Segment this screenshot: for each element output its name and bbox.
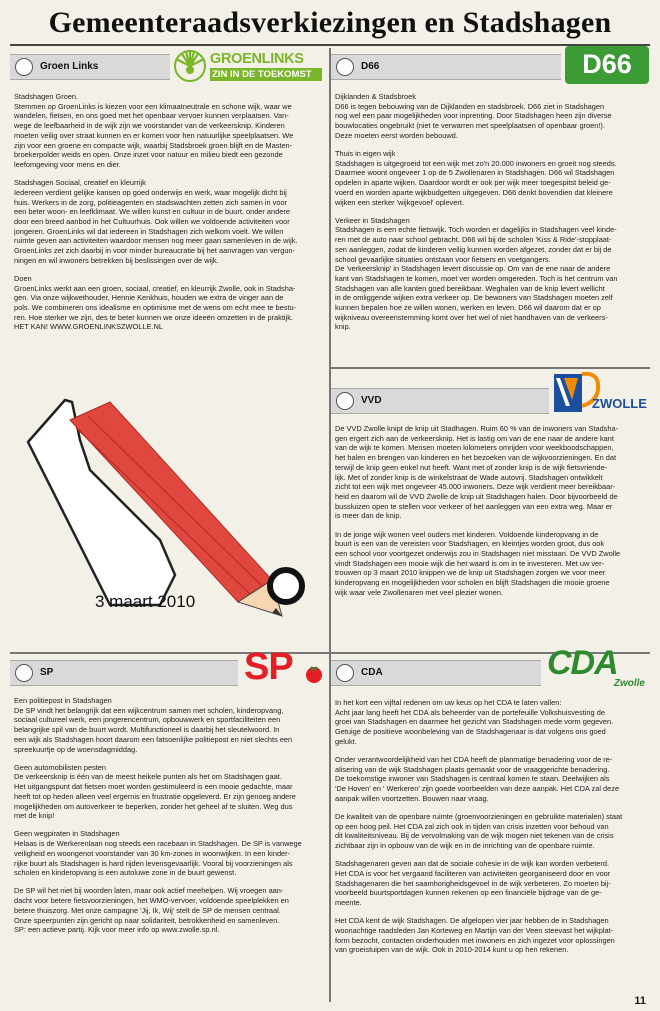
d66-logo-text: D66	[582, 49, 632, 79]
text-line: gen. Via onze wijkwethouder, Hennie Kenkhuis, houden we extra de vinger aan de	[14, 293, 284, 303]
text-line: meente.	[335, 898, 362, 908]
text-line: school gevaarlijke situaties ontstaan voor fietsers en voetgangers.	[335, 254, 551, 264]
text-line: woonachtige raadsleden Jan Korteweg en Martijn van der Veen steevast het wijkplat-	[335, 926, 614, 936]
text-line: GroenLinks werkt aan een groen, sociaal, creatief, en kleurrijk Zwolle, ook in Stadsha-	[14, 283, 296, 293]
party-name: SP	[40, 667, 54, 678]
text-line: Onze speerpunten zijn gericht op naar solidariteit, betrokkenheid en samenleven.	[14, 915, 280, 925]
cda-logo-text: CDA	[547, 644, 618, 682]
text-line: is meer dan de knip.	[335, 511, 402, 521]
text-line: Het CDA is voor het vergaand faciliteren van activiteiten georganiseerd door en voor	[335, 869, 611, 879]
text-line: nog wel een paar mogelijkheden voor inprenting. Door Stadshagen heen zijn diverse	[335, 111, 612, 121]
paragraph	[14, 829, 327, 878]
text-line: Thuis in eigen wijk	[335, 149, 396, 159]
text-line: De SP vindt het belangrijk dat een wijkcentrum samen met scholen, kinderopvang,	[14, 705, 284, 715]
party-name: VVD	[361, 395, 382, 406]
text-line: wandelen, fietsen, en ons goed met het openbaar vervoer kunnen verplaatsen. Van-	[14, 111, 289, 121]
d66-header-bar	[331, 54, 561, 80]
text-line: Stadshagen is een echte fietswijk. Toch worden er dagelijks in Stadshagen veel kinde-	[335, 225, 617, 235]
cda-header-bar	[331, 660, 541, 686]
text-line: Iedereen verdient gelijke kansen op goed onderwijs en werk, waar mogelijk dicht bij	[14, 187, 287, 197]
text-line: buurt is een van de vereisten voor Stadshagen, en kleintjes worden groot, dus ook	[335, 539, 605, 549]
text-line: broekerpolder weids en open. Onze inzet voor natuur en milieu biedt een gezonde	[14, 150, 283, 160]
text-line: door een breed aanbod in het Cultuurhuis. Ook willen we voldoende activiteiten voor	[14, 216, 290, 226]
text-line: rijke buurt als Stadshagen is hard rijden levensgevaarlijk. Vooral bij voorzieningen als	[14, 858, 293, 868]
text-line: Doen	[14, 273, 32, 283]
d66-logo	[565, 46, 649, 84]
text-line: Geen automobilisten pesten	[14, 762, 107, 772]
paragraph	[335, 149, 648, 207]
groenlinks-body	[14, 92, 327, 352]
text-line: wege de leefbaarheid in de wijk zijn we voorstander van de verkeersknip. Kinderen	[14, 121, 285, 131]
text-line: Stadshagenaren die het saamhorigheidsgevoel in de wijk verbeteren. Zo moeten bij-	[335, 878, 611, 888]
paragraph	[14, 886, 327, 935]
text-line: Stadshagen Sociaal, creatief en kleurrijk	[14, 178, 146, 188]
text-line: wijken een sterker 'wijkgevoel' oplevert.	[335, 197, 464, 207]
text-line: In de jonge wijk wonen veel ouders met kinderen. Voldoende kinderopvang in de	[335, 529, 599, 539]
text-line: lijk. Met of zonder knip is de winkelstraat de Wade autovrij. Stadshagen ontwikkelt	[335, 472, 603, 482]
text-line: Daarmee woont ongeveer 1 op de 5 Zwollenaren in Stadshagen. D66 wil Stadshagen	[335, 168, 615, 178]
text-line: Geen wegpiraten in Stadshagen	[14, 829, 120, 839]
text-line: Stadshagen Groen.	[14, 92, 79, 101]
text-line: zichtbaar zijn in opbouw van de wijk en in de inrichting van de openbare ruimte.	[335, 841, 595, 851]
text-line: zicht tot een wijk met ongeveer 45.000 inwoners. Deze wijk verdient meer bereikbaar-	[335, 482, 616, 492]
text-line: gen ergert zich aan de verkeersknip. Het is lastig om van de ene naar de andere kant	[335, 433, 614, 443]
vvd-body	[335, 424, 648, 644]
paragraph	[335, 859, 648, 908]
groenlinks-logo-text: GROENLINKS	[210, 51, 304, 67]
text-line: 'De Hoven' en ' Werkeren' zijn goede voorbeelden van deze aanpak. Het CDA zal deze	[335, 784, 620, 794]
page-headline: Gemeenteraadsverkiezingen en Stadshagen	[48, 6, 612, 39]
text-line: dit kwaliteitsniveau. Bij de vervolmaking van de wijk mogen niet tekenen van de crisis	[335, 831, 614, 841]
text-line: wijk waar vele Zwollenaren met veel plezier wonen.	[335, 587, 504, 597]
text-line: D66 is tegen bebouwing van de Dijklanden en stadsbroek. D66 ziet in Stadshagen	[335, 101, 605, 111]
party-name: CDA	[361, 667, 383, 678]
paragraph	[335, 812, 648, 851]
text-line: ren met de auto naar school gebracht. D66 wil bij de scholen 'Kiss & Ride'-stopplaat-	[335, 235, 612, 245]
text-line: scholen en kinderopvang is een autoluwe zone in de buurt gewenst.	[14, 868, 237, 878]
text-line: De verkeersknip is één van de meest heikele punten als het om Stadshagen gaat.	[14, 772, 282, 782]
text-line: het halen en brengen van kinderen en het bezoeken van de wijkvoorzieningen. En dat	[335, 453, 617, 463]
text-line: kunnen bepalen hoe ze willen wonen, werken en leven. D66 wil daarom dat er op	[335, 303, 601, 313]
text-line: Het CDA kent de wijk Stadshagen. De afgelopen vier jaar hebben de in Stadshagen	[335, 916, 609, 926]
paragraph	[14, 178, 327, 265]
ballot-illustration	[10, 380, 328, 662]
text-line: pols. We combineren ons idealisme en optimisme met de wens om echt mee te bestu-	[14, 303, 297, 313]
text-line: sociaal cultureel werk, een jongerencentrum, opbouwwerk en sportfaciliteiten een	[14, 715, 281, 725]
text-line: mogelijkheden om autoverkeer te beperken, zonder het geheel af te sluiten. Weg dus	[14, 801, 293, 811]
text-line: ningen en wil inwoners betrekken bij beslissingen over de wijk.	[14, 255, 219, 265]
text-line: Het uitgangspunt dat fietsen moet worden gestimuleerd is een mooie gedachte, maar	[14, 782, 293, 792]
text-line: trouwen op 3 maart 2010 knippen we de knip uit Stadshagen zorgen we voor meer	[335, 568, 606, 578]
text-line: heid en daarom wil de VVD Zwolle de knip uit Stadshagen halen. Door bijvoorbeeld de	[335, 491, 618, 501]
text-line: belangrijke spil van de buurt wordt. Multifunctioneel is daarbij het sleutelwoord. In	[14, 725, 280, 735]
text-line: heeft tot op heden alleen veel ergernis en frustratie opgeleverd. Er zijn genoeg andere	[14, 791, 296, 801]
text-line: Getuige de positieve woonbeleving van de Stadshagenaar is dat volgens ons goed	[335, 727, 606, 737]
ballot-circle-icon	[336, 58, 354, 76]
vvd-logo-text: ZWOLLE	[592, 396, 647, 411]
text-line: groei van Stadshagen en daarmee het gezicht van Stadshagen mede vorm gegeven.	[335, 717, 614, 727]
sp-logo-text: SP	[244, 646, 293, 688]
text-line: Een politiepost in Stadshagen	[14, 696, 112, 705]
text-line: wijkniveau overeenstemming komt over het wel of niet handhaven van de verkeers-	[335, 312, 608, 322]
text-line: In het kort een vijftal redenen om uw keus op het CDA te laten vallen:	[335, 698, 562, 707]
text-line: met de knip!	[14, 811, 55, 821]
paragraph	[14, 274, 327, 332]
text-line: een school voor voortgezet onderwijs zou in Stadshagen niet misstaan. De VVD Zwolle	[335, 548, 621, 558]
text-line: De kwaliteit van de openbare ruimte (groenvoorzieningen en gebruikte materialen) staat	[335, 812, 623, 822]
vvd-header-bar	[331, 388, 549, 414]
sp-header-bar	[10, 660, 238, 686]
text-line: Stadshagen van alle kanten goed bereikbaar. Weghalen van de knip levert wellicht	[335, 283, 605, 293]
text-line: Stemmen op GroenLinks is kiezen voor een klimaatneutrale en schone wijk, waar we	[14, 101, 292, 111]
text-line: in de omliggende wijken extra verkeer op. De bewoners van Stadshagen moeten zelf	[335, 293, 613, 303]
text-line: Deze moeten eerst worden bebouwd.	[335, 130, 458, 140]
text-line: GroenLinks zet zich daarbij in voor minder bureaucratie bij het aanvragen van vergun-	[14, 246, 295, 256]
text-line: alisering van de wijk Stadshagen plaats gemaakt voor de vraaggerichte benadering.	[335, 764, 610, 774]
party-name: Groen Links	[40, 61, 99, 72]
text-line: van groeistuipen van de wijk. Ook in 2010-2014 kunt u op hen rekenen.	[335, 945, 569, 955]
ballot-circle-icon	[15, 664, 33, 682]
text-line: bouwlocaties ongebruikt (niet te verwarren met speelplaatsen of openbaar groen!).	[335, 121, 605, 131]
text-line: form bezocht, contacten onderhouden met inwoners en zich ingezet voor oplossingen	[335, 935, 615, 945]
text-line: De 'verkeersknip' in Stadshagen levert discussie op. Om van de ene naar de andere	[335, 264, 611, 274]
paragraph	[335, 755, 648, 804]
text-line: Helaas is de Werkerenlaan nog steeds een racebaan in Stadshagen. De SP is vanwege	[14, 839, 302, 849]
text-line: knip.	[335, 322, 351, 332]
election-date: 3 maart 2010	[95, 592, 196, 611]
vvd-logo	[552, 372, 648, 414]
paragraph	[335, 530, 648, 598]
text-line: opdelen in aparte wijken. Daardoor wordt er ook per wijk meer toegespitst beleid ge-	[335, 178, 611, 188]
paragraph	[335, 916, 648, 955]
paragraph	[14, 92, 327, 170]
text-line: Acht jaar lang heeft het CDA als beheerder van de portefeuille Volkshuisvesting de	[335, 707, 605, 717]
text-line: ren. Hoe sterker we zijn, des te beter kunnen we onze ideeën omzetten in de praktijk.	[14, 312, 293, 322]
text-line: terwijl de knip geen enkel nut heeft. Want met of zonder knip is de wijk fietsvriende-	[335, 462, 608, 472]
groenlinks-header-bar	[10, 54, 170, 80]
text-line: gelukt.	[335, 736, 357, 746]
groenlinks-slogan: ZIN IN DE TOEKOMST	[212, 69, 312, 80]
groenlinks-logo	[172, 46, 328, 86]
cda-logo	[545, 644, 649, 692]
text-line: De SP wil het niet bij woorden laten, maar ook actief meehelpen. Wij vroegen aan-	[14, 886, 284, 896]
cda-logo-city: Zwolle	[613, 678, 645, 689]
text-line: bussluizen open te stellen voor verkeer of het aanleggen van een extra weg. Maar er	[335, 501, 613, 511]
text-line: betere thuiszorg. Met onze campagne 'Jij, Ik, Wij' stelt de SP de mensen centraal.	[14, 905, 281, 915]
text-line: op een hoog peil. Het CDA zal zich ook in tijden van crisis inzetten voor behoud van	[335, 821, 609, 831]
paragraph	[335, 216, 648, 332]
tomato-icon	[304, 664, 324, 684]
ballot-circle-icon	[15, 58, 33, 76]
d66-body	[335, 92, 648, 364]
text-line: moeten veilig over straat kunnen en er komen voor hen natuurlijke speelplaatsen. We	[14, 130, 294, 140]
text-line: zijn voor een groene en compacte wijk, waarbij Stadsbroek groen blijft en de Masten-	[14, 140, 293, 150]
sp-body	[14, 696, 327, 998]
text-line: jongeren. GroenLinks wil dat iedereen in Stadshagen zich welkom voelt. We willen	[14, 226, 284, 236]
text-line: spreekuurtje op de woensdagmiddag.	[14, 744, 138, 754]
right-row-divider-1	[331, 367, 650, 369]
text-line: aanpak willen voortzetten. Bouwen naar vraag.	[335, 793, 489, 803]
paragraph	[14, 763, 327, 821]
text-line: huis. Werkers in de zorg, politieagenten en stadswachten zetten zich samen in voor	[14, 197, 288, 207]
text-line: leefomgeving voor mens en dier.	[14, 159, 121, 169]
sp-logo	[244, 648, 326, 690]
text-line: een beter woon- en leefklimaat. We willen kunst en cultuur in de buurt, onder andere	[14, 207, 290, 217]
text-line: van de wijk te komen. Mensen moeten kilometers omrijden voor weekboodschappen,	[335, 443, 614, 453]
ballot-circle-icon	[336, 392, 354, 410]
paragraph	[335, 92, 648, 141]
text-line: kant van Stadshagen te komen, moet ver worden omgereden. Toch is het centrum van	[335, 273, 618, 283]
text-line: Verkeer in Stadshagen	[335, 215, 410, 225]
text-line: De toekomstige inwoner van Stadshagen is centraal komen te staan. Deelwijken als	[335, 774, 610, 784]
party-name: D66	[361, 61, 380, 72]
ballot-circle-icon	[336, 664, 354, 682]
text-line: veiligheid en woongenot voorstander van 30 km-zones in woonwijken. In een kinder-	[14, 848, 291, 858]
pencil-ballot-icon	[10, 380, 328, 662]
text-line: voorbeeld buurtsportdagen kunnen rekenen op een financiële bijdrage van de ge-	[335, 888, 602, 898]
text-line: Onder verantwoordelijkheid van het CDA heeft de planmatige benadering voor de re-	[335, 755, 613, 765]
text-line: HET KAN! WWW.GROENLINKSZWOLLE.NL	[14, 322, 163, 332]
column-divider	[329, 48, 331, 1002]
text-line: een wijk als Stadshagen hoort daarom een fatsoenlijke politiepost en niet slechts een	[14, 734, 293, 744]
text-line: kinderopvang en mogelijkheden voor scholen en blijft Stadshagen die mooie groene	[335, 578, 610, 588]
text-line: SP: een actieve partij. Kijk voor meer info op www.zwolle.sp.nl.	[14, 925, 220, 935]
page-number: 11	[634, 995, 646, 1007]
text-line: vindt Stadshagen een mooie wijk die het waard is om in te investeren. Met uw ver-	[335, 558, 605, 568]
text-line: sen aanleggen, zodat de kinderen veilig kunnen worden afgezet, zonder dat er bij de	[335, 244, 612, 254]
paragraph	[335, 424, 648, 521]
text-line: Dijklanden & Stadsbroek	[335, 92, 416, 101]
headline-rule	[10, 44, 650, 46]
text-line: dacht voor betere fietsvoorzieningen, het WMO-vervoer, voldoende speelplekken en	[14, 896, 289, 906]
paragraph	[14, 696, 327, 754]
text-line: Stadshagen is uitgegroeid tot een wijk met zo'n 20.000 inwoners en groeit nog steeds.	[335, 158, 617, 168]
paragraph	[335, 698, 648, 747]
text-line: ruimte geven aan activiteiten waardoor mensen nog meer gaan samenleven in de wijk.	[14, 236, 298, 246]
text-line: voerd en worden aparte wijkbudgetten uitgegeven. D66 denkt bovendien dat kleinere	[335, 187, 613, 197]
text-line: Stadshagenaren geven aan dat de sociale cohesie in de wijk kan worden verbeterd.	[335, 859, 610, 869]
text-line: De VVD Zwolle knipt de knip uit Stadhagen. Ruim 60 % van de inwoners van Stadsha-	[335, 424, 619, 433]
cda-body	[335, 698, 648, 994]
